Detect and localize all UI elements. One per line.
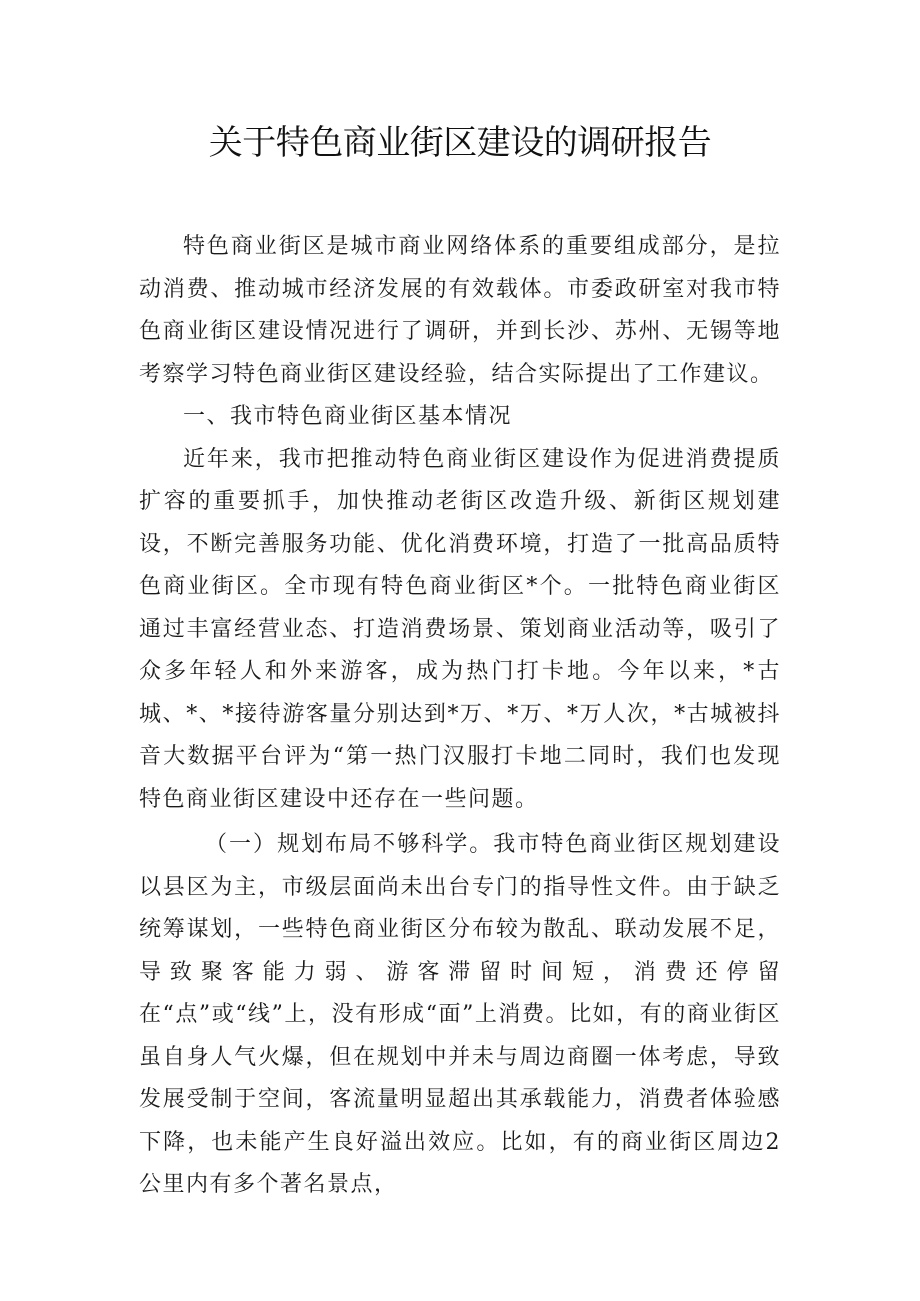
section-1-paragraph: 近年来，我市把推动特色商业街区建设作为促进消费提质扩容的重要抓手，加快推动老街区改造升级、新街区规划建设，不断完善服务功能、优化消费环境，打造了一批高品质特色商业街区。全市现有特色商业街区*个。一批特色商业街区通过丰富经营业态、打造消费场景、策划商业活动等，吸引了众多年轻人和外来游客，成为热门打卡地。今年以来，*古城、*、*接待游客量分别达到*万、*万、*万人次，*古城被抖音大数据平台评为“第一热门汉服打卡地二同时，我们也发现特色商业街区建设中还存在一些问题。 xyxy=(139,446,781,812)
intro-paragraph: 特色商业街区是城市商业网络体系的重要组成部分，是拉动消费、推动城市经济发展的有效载体。市委政研室对我市特色商业街区建设情况进行了调研，并到长沙、苏州、无锡等地考察学习特色商业街区建设经验，结合实际提出了工作建议。 xyxy=(139,234,781,387)
document-body xyxy=(139,226,781,1207)
section-heading-1: 一、我市特色商业街区基本情况 xyxy=(183,404,513,429)
page-title: 关于特色商业街区建设的调研报告 xyxy=(208,123,712,163)
subsection-1-paragraph: （一）规划布局不够科学。我市特色商业街区规划建设以县区为主，市级层面尚未出台专门的指导性文件。由于缺乏统筹谋划，一些特色商业街区分布较为散乱、联动发展不足，导致聚客能力弱、游客滞留时间短，消费还停留在“点”或“线”上，没有形成“面”上消费。比如，有的商业街区虽自身人气火爆，但在规划中并未与周边商圈一体考虑，导致发展受制于空间，客流量明显超出其承载能力，消费者体验感下降，也未能产生良好溢出效应。比如，有的商业街区周边2公里内有多个著名景点， xyxy=(139,832,781,1197)
